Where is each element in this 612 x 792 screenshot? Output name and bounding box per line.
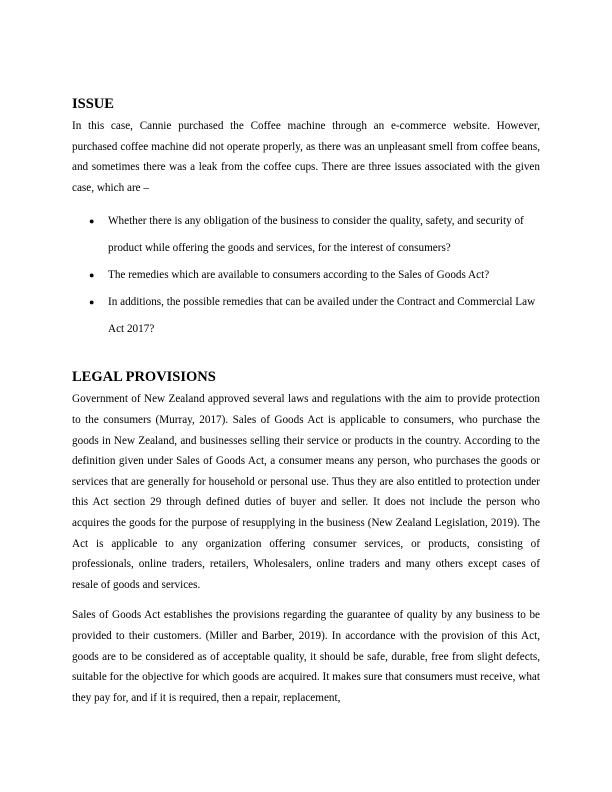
bullet-icon: ●	[89, 297, 95, 308]
issue-list-item-text: The remedies which are available to consumers according to the Sales of Goods Act?	[108, 269, 490, 282]
legal-provisions-heading: LEGAL PROVISIONS	[72, 369, 216, 386]
issue-list-item	[72, 289, 540, 343]
issue-list-item	[72, 262, 540, 289]
issue-list-item-text: In additions, the possible remedies that can be availed under the Contract and Commercial Law Act 2017?	[108, 296, 536, 336]
issue-heading: ISSUE	[72, 96, 114, 112]
issue-list	[72, 208, 540, 343]
legal-provisions-paragraph-1: Government of New Zealand approved several laws and regulations with the aim to provide protection to the consumers (Murray, 2017). Sales of Goods Act is applicable to consumers, who purchase the goods in New Zealand, and businesses selling their service or products in the country. According to the definition given under Sales of Goods Act, a consumer means any person, who purchases the goods or services that are generally for household or personal use. Thus they are also entitled to protection under this Act section 29 through defined duties of buyer and seller. It does not include the person who acquires the goods for the purpose of resupplying in the business (New Zealand Legislation, 2019). The Act is applicable to any organization offering consumer services, or products, consisting of professionals, online traders, retailers, Wholesalers, online traders and many others except cases of resale of goods and services.	[72, 393, 540, 591]
issue-list-item	[72, 208, 540, 262]
legal-provisions-paragraph-2: Sales of Goods Act establishes the provisions regarding the guarantee of quality by any business to be provided to their customers. (Miller and Barber, 2019). In accordance with the provision of this Act, goods are to be considered as of acceptable quality, it should be safe, durable, free from slight defects, suitable for the objective for which goods are acquired. It makes sure that consumers must receive, what they pay for, and if it is required, then a repair, replacement,	[72, 609, 540, 704]
issue-list-item-text: Whether there is any obligation of the business to consider the quality, safety, and security of product while offering the goods and services, for the interest of consumers?	[108, 215, 524, 255]
issue-intro-paragraph: In this case, Cannie purchased the Coffee machine through an e-commerce website. However, purchased coffee machine did not operate properly, as there was an unpleasant smell from coffee beans, and sometimes there was a leak from the coffee cups. There are three issues associated with the given case, which are –	[72, 120, 540, 194]
bullet-icon: ●	[89, 216, 95, 227]
document-body	[72, 95, 540, 708]
bullet-icon: ●	[89, 270, 95, 281]
